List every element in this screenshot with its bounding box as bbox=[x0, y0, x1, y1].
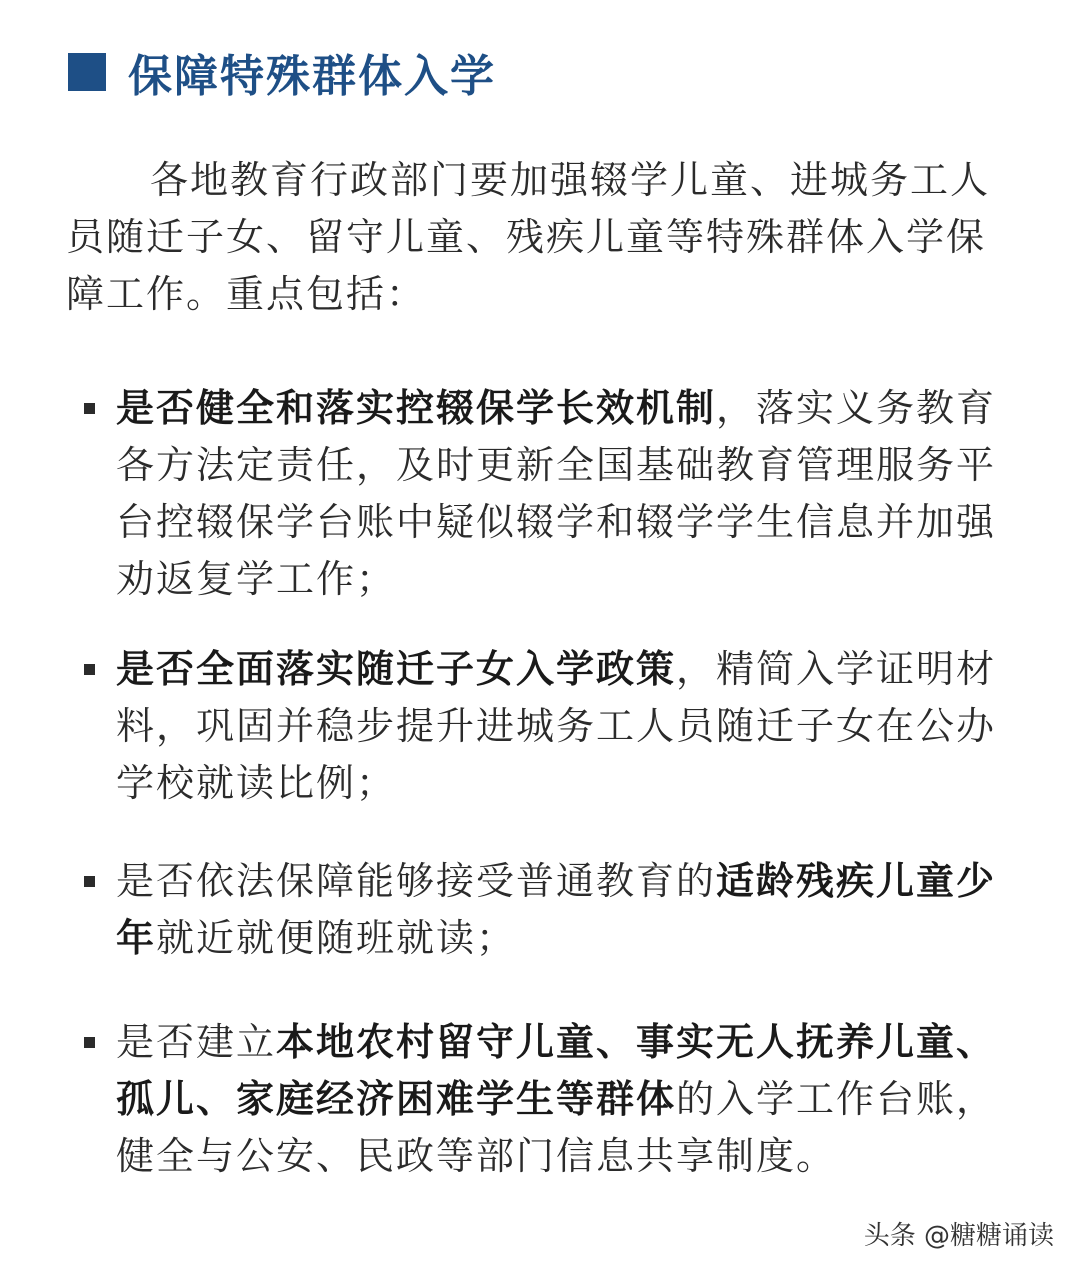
bullet-icon bbox=[84, 403, 95, 414]
section-heading bbox=[68, 40, 496, 104]
item-text: ，精简入学证明材料，巩固并稳步提升进城务工人员随迁子女在公办学校就读比例； bbox=[116, 647, 997, 805]
watermark: 头条 @糖糖诵读 bbox=[863, 1221, 1054, 1251]
item-bold: 本地农村留守儿童、事实无人抚养儿童、孤儿、家庭经济困难学生等群体 bbox=[116, 1020, 997, 1121]
list-item bbox=[80, 1014, 1020, 1185]
square-bullet-icon bbox=[68, 53, 106, 91]
list-item bbox=[80, 380, 1020, 608]
list-item bbox=[80, 641, 1020, 812]
intro-paragraph bbox=[66, 152, 1018, 323]
bullet-icon bbox=[84, 664, 95, 675]
item-text-pre: 是否建立 bbox=[116, 1020, 277, 1064]
item-text-pre: 是否依法保障能够接受普通教育的 bbox=[116, 859, 717, 903]
list-item bbox=[80, 853, 1020, 967]
bullet-icon bbox=[84, 1037, 95, 1048]
intro-text: 各地教育行政部门要加强辍学儿童、进城务工人员随迁子女、留守儿童、残疾儿童等特殊群体入学保障工作。重点包括： bbox=[66, 158, 991, 316]
item-bold-lead: 是否全面落实随迁子女入学政策 bbox=[116, 647, 677, 691]
item-text: ，落实义务教育各方法定责任，及时更新全国基础教育管理服务平台控辍保学台账中疑似辍学和辍学学生信息并加强劝返复学工作； bbox=[116, 386, 997, 601]
item-bold-lead: 是否健全和落实控辍保学长效机制 bbox=[116, 386, 717, 430]
item-text-post: 的入学工作台账，健全与公安、民政等部门信息共享制度。 bbox=[116, 1077, 997, 1178]
item-bold: 适龄残疾儿童少年 bbox=[116, 859, 997, 960]
bullet-icon bbox=[84, 876, 95, 887]
section-title: 保障特殊群体入学 bbox=[128, 51, 496, 102]
item-text-post: 就近就便随班就读； bbox=[156, 916, 517, 960]
